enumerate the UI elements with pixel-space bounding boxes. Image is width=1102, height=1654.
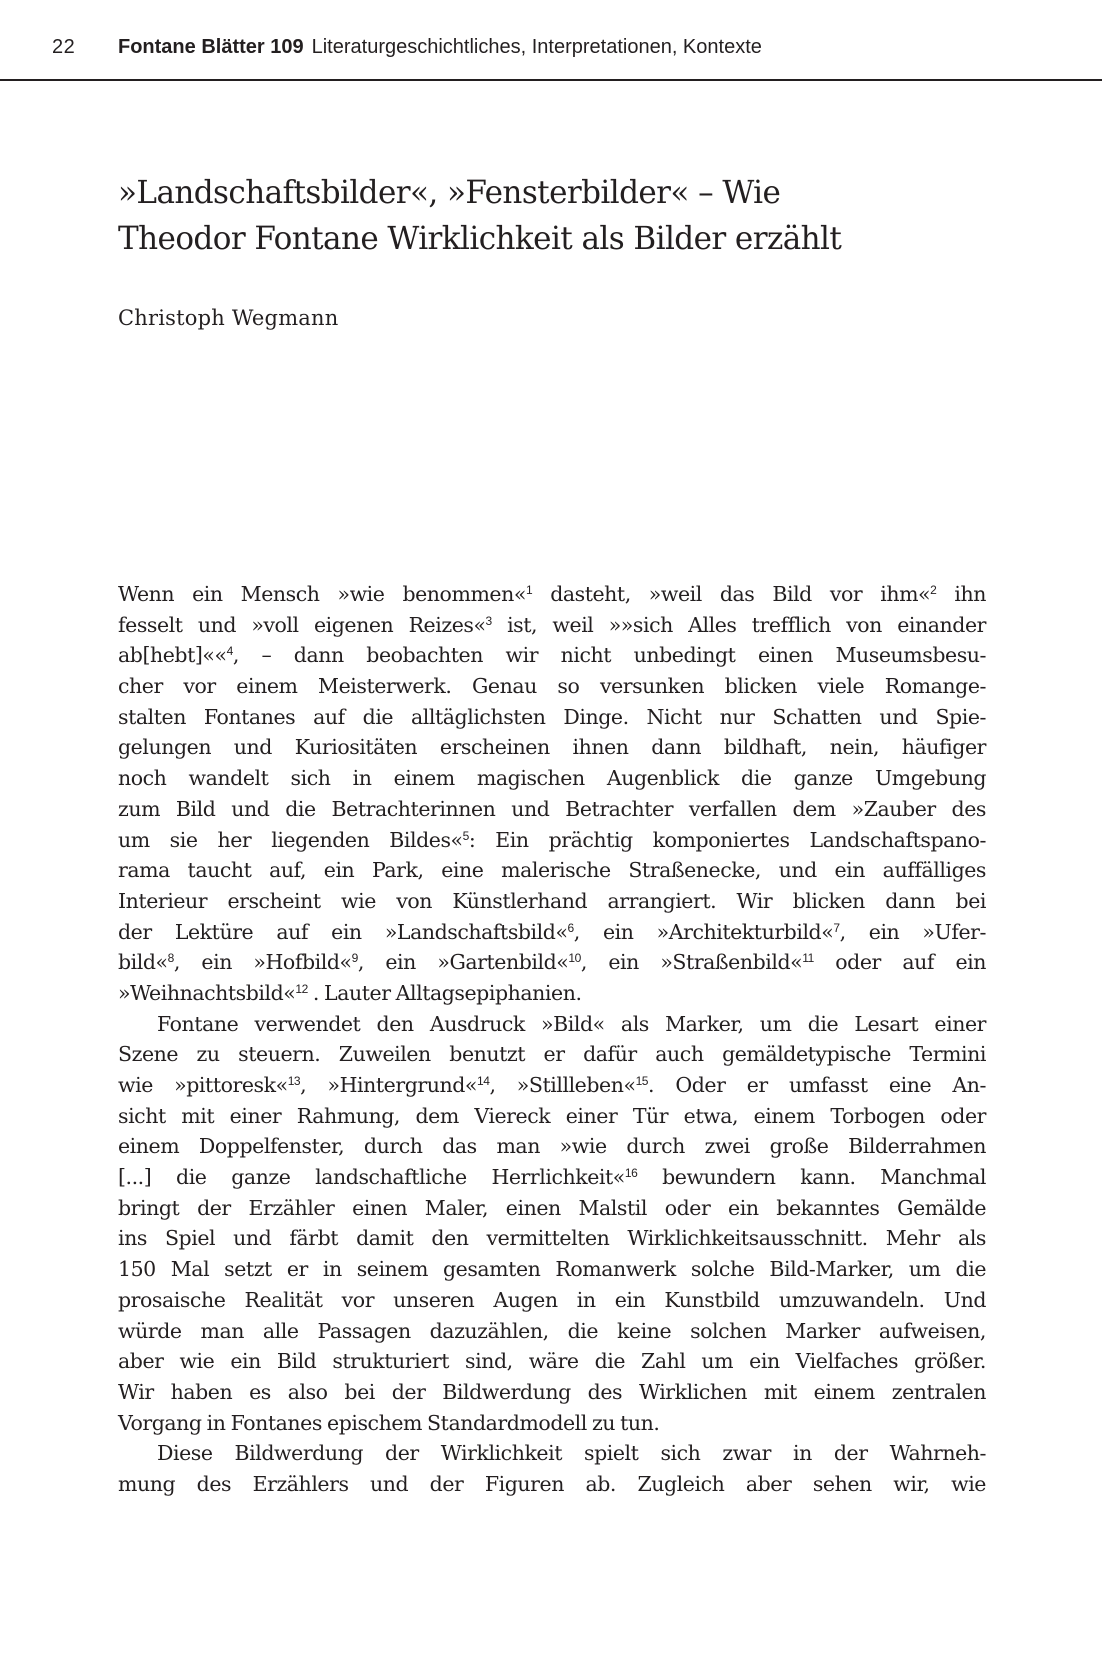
body-text-run: der Lektüre auf ein »Landschaftsbild« [118, 919, 568, 944]
body-text-run: , ein »Straßenbild« [580, 950, 803, 975]
body-line [118, 1346, 986, 1377]
body-text-run: Fontane verwendet den Ausdruck »Bild« als Marker, um die Lesart einer [157, 1011, 986, 1036]
article-title [118, 169, 991, 261]
body-text-run: Wir haben es also bei der Bildwerdung des Wirklichen mit einem zentralen [118, 1379, 986, 1404]
body-text-run: : Ein prächtig komponiertes Landschaftspano- [468, 827, 987, 852]
page-number: 22 [52, 36, 76, 58]
article-title-line: »Landschaftsbilder«, »Fensterbilder« – Wie [118, 173, 781, 211]
body-line [118, 917, 986, 948]
body-line [118, 640, 986, 671]
body-text-run: rama taucht auf, ein Park, eine malerische Straßenecke, und ein auffälliges [118, 858, 986, 883]
footnote-reference[interactable]: 5 [462, 828, 469, 843]
body-text-run: bewundern kann. Manchmal [637, 1165, 987, 1190]
footnote-reference[interactable]: 3 [485, 613, 492, 628]
article-title-line: Theodor Fontane Wirklichkeit als Bilder erzählt [118, 219, 842, 257]
body-text-run: einem Doppelfenster, durch das man »wie durch zwei große Bilderrahmen [118, 1134, 986, 1159]
body-text-run: aber wie ein Bild strukturiert sind, wäre die Zahl um ein Vielfaches größer. [118, 1349, 986, 1374]
body-text-run: wie »pittoresk« [118, 1073, 288, 1097]
body-text-run: ist, weil »»sich Alles trefflich von einander [491, 612, 987, 637]
body-text-run: bild« [118, 950, 168, 975]
journal-info [118, 36, 762, 59]
body-line [118, 1039, 986, 1070]
body-line [118, 1408, 986, 1439]
body-text-run: um sie her liegenden Bildes« [118, 827, 463, 852]
body-line [118, 702, 986, 733]
body-text-run: Wenn ein Mensch »wie benommen« [118, 582, 526, 606]
body-text-run: Interieur erscheint wie von Künstlerhand arrangiert. Wir blicken dann bei [118, 888, 986, 913]
body-text-run: mung des Erzählers und der Figuren ab. Zugleich aber sehen wir, wie [118, 1471, 986, 1496]
body-text-run: , ein »Ufer- [839, 919, 986, 944]
body-text-run: . Oder er umfasst eine An- [648, 1073, 986, 1097]
footnote-reference[interactable]: 14 [476, 1074, 490, 1088]
body-text [118, 579, 986, 1500]
footnote-reference[interactable]: 16 [624, 1166, 638, 1181]
footnote-reference[interactable]: 13 [287, 1074, 301, 1088]
body-line [118, 855, 986, 886]
body-line [118, 671, 986, 702]
journal-title: Fontane Blätter 109 [118, 36, 304, 58]
body-line [118, 1316, 986, 1347]
body-line [118, 1254, 986, 1285]
body-line [118, 610, 986, 641]
body-line [118, 1377, 986, 1408]
body-text-run: ab[hebt]«« [118, 643, 227, 668]
body-line [118, 886, 986, 917]
body-text-run: würde man alle Passagen dazuzählen, die keine solchen Marker aufweisen, [118, 1318, 986, 1343]
footnote-reference[interactable]: 7 [833, 920, 840, 935]
body-text-run: fesselt und »voll eigenen Reizes« [118, 612, 486, 637]
body-text-run: oder auf ein [813, 950, 986, 975]
body-text-run: gelungen und Kuriositäten erscheinen ihnen dann bildhaft, nein, häufiger [118, 735, 986, 760]
body-text-run: cher vor einem Meisterwerk. Genau so versunken blicken viele Romange- [118, 674, 986, 699]
section-title: Literaturgeschichtliches, Interpretationen, Kontexte [311, 36, 762, 58]
running-head [0, 0, 1102, 81]
body-text-run: stalten Fontanes auf die alltäglichsten Dinge. Nicht nur Schatten und Spie- [118, 704, 986, 729]
body-line [118, 763, 986, 794]
footnote-reference[interactable]: 12 [295, 981, 308, 996]
body-text-run: ins Spiel und färbt damit den vermittelten Wirklichkeitsausschnitt. Mehr als [118, 1226, 986, 1251]
body-text-run: , ein »Gartenbild« [357, 950, 569, 975]
body-line [118, 1193, 986, 1224]
body-text-run: , »Stillleben« [489, 1073, 636, 1097]
body-line [118, 825, 986, 856]
footnote-reference[interactable]: 10 [568, 951, 581, 966]
body-line [118, 1438, 986, 1469]
body-text-run: bringt der Erzähler einen Maler, einen Malstil oder ein bekanntes Gemälde [118, 1195, 986, 1220]
body-text-run: , – dann beobachten wir nicht unbedingt einen Museumsbesu- [232, 643, 986, 668]
article-author: Christoph Wegmann [118, 306, 339, 330]
body-text-run: . Lauter Alltagsepiphanien. [307, 980, 582, 1005]
body-text-run: , ein »Hofbild« [173, 950, 352, 975]
body-line [118, 1070, 986, 1101]
body-line [118, 1162, 986, 1193]
body-text-run: dasteht, »weil das Bild vor ihm« [532, 582, 931, 606]
footnote-reference[interactable]: 11 [802, 951, 814, 966]
body-text-run: »Weihnachtsbild« [118, 980, 296, 1005]
body-line [118, 579, 986, 610]
body-line [118, 794, 986, 825]
body-text-run: sicht mit einer Rahmung, dem Viereck einer Tür etwa, einem Torbogen oder [118, 1103, 986, 1128]
body-text-run: Vorgang in Fontanes epischem Standardmodell zu tun. [118, 1410, 660, 1435]
footnote-reference[interactable]: 15 [635, 1074, 649, 1088]
footnote-reference[interactable]: 4 [226, 644, 233, 659]
body-line [118, 947, 986, 978]
footnote-reference[interactable]: 8 [167, 951, 174, 966]
body-text-run: 150 Mal setzt er in seinem gesamten Romanwerk solche Bild-Marker, um die [118, 1257, 986, 1282]
body-line [118, 1131, 986, 1162]
body-line [118, 978, 986, 1009]
body-text-run: noch wandelt sich in einem magischen Augenblick die ganze Umgebung [118, 766, 986, 791]
body-line [118, 1009, 986, 1040]
body-text-run: [...] die ganze landschaftliche Herrlichkeit« [118, 1165, 625, 1190]
body-line [118, 1101, 986, 1132]
body-line [118, 1469, 986, 1500]
body-text-run: Szene zu steuern. Zuweilen benutzt er dafür auch gemäldetypische Termini [118, 1042, 986, 1067]
body-text-run: , »Hintergrund« [300, 1073, 477, 1097]
body-line [118, 1285, 986, 1316]
body-text-run: ihn [936, 582, 986, 606]
body-line [118, 1223, 986, 1254]
footnote-reference[interactable]: 6 [567, 920, 574, 935]
footnote-reference[interactable]: 1 [525, 583, 533, 597]
footnote-reference[interactable]: 2 [930, 583, 937, 597]
body-text-run: zum Bild und die Betrachterinnen und Betrachter verfallen dem »Zauber des [118, 796, 986, 821]
body-text-run: , ein »Architekturbild« [573, 919, 834, 944]
body-line [118, 732, 986, 763]
body-text-run: Diese Bildwerdung der Wirklichkeit spielt sich zwar in der Wahrneh- [157, 1441, 986, 1466]
footnote-reference[interactable]: 9 [351, 951, 358, 966]
body-text-run: prosaische Realität vor unseren Augen in ein Kunstbild umzuwandeln. Und [118, 1287, 986, 1312]
